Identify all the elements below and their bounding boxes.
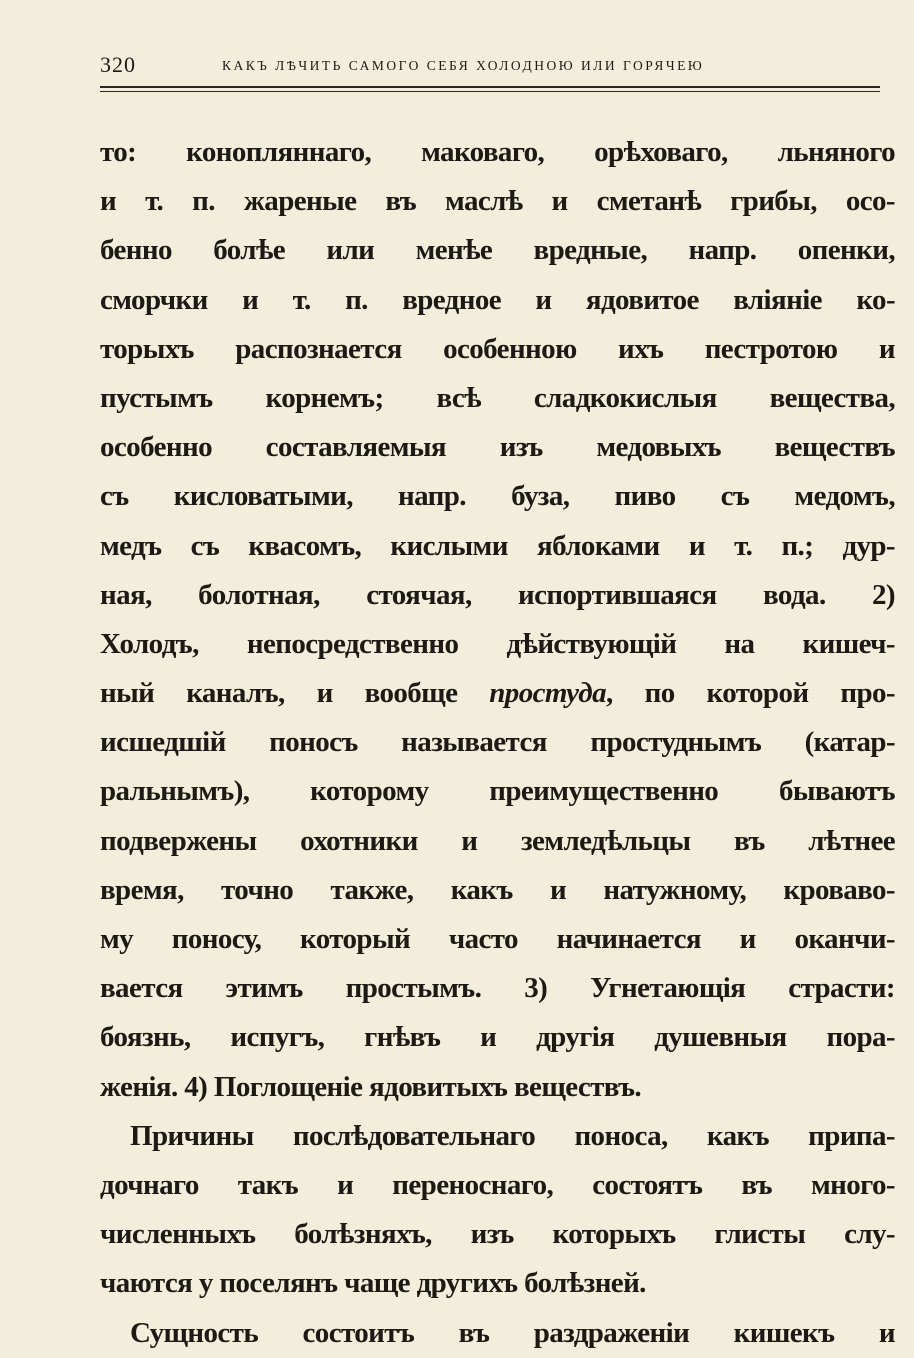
running-title: КАКЪ ЛѢЧИТЬ САМОГО СЕБЯ ХОЛОДНОЮ ИЛИ ГОРЯЧЕЮ [222,58,705,73]
text-line: Холодъ, непосредственно дѣйствующій на кишеч- [100,627,895,660]
emphasized-word: простуда [489,677,606,710]
text-line: время, точно также, какъ и натужному, кроваво- [100,873,895,906]
text-line: ральнымъ), которому преимущественно бываютъ [100,775,895,808]
text-line: особенно составляемыя изъ медовыхъ веществъ [100,431,895,464]
text-line: исшедшій поносъ называется простуднымъ (катар- [100,726,895,759]
text-line: торыхъ распознается особенною ихъ пестротою и [100,332,895,365]
text-line: ная, болотная, стоячая, испортившаяся вода. 2) [100,578,895,611]
text-line: подвержены охотники и земледѣльцы въ лѣтнее [100,824,895,857]
text-segment: ный каналъ, и вообще [100,677,490,710]
header-rule-thin [100,91,880,92]
text-line: и т. п. жареные въ маслѣ и сметанѣ грибы, осо- [100,185,895,218]
page-number: 320 [100,52,136,77]
text-line: медъ съ квасомъ, кислыми яблоками и т. п.; дур- [100,529,895,562]
text-line: Причины послѣдовательнаго поноса, какъ припа- [130,1119,895,1152]
body-text [100,128,895,1358]
text-line: Сущность состоитъ въ раздраженіи кишекъ и [130,1316,895,1349]
text-line: численныхъ болѣзняхъ, изъ которыхъ глисты слу- [100,1218,895,1251]
text-line: съ кисловатыми, напр. буза, пиво съ медомъ, [100,480,895,513]
text-line: пустымъ корнемъ; всѣ сладкокислыя вещества, [100,381,895,414]
text-line: дочнаго такъ и переноснаго, состоятъ въ много- [100,1168,895,1201]
text-line: сморчки и т. п. вредное и ядовитое вліяніе ко- [100,283,895,316]
text-line: чаются у поселянъ чаще другихъ болѣзней. [100,1267,646,1300]
text-line: вается этимъ простымъ. 3) Угнетающія страсти: [100,972,895,1005]
text-line [100,669,895,718]
text-line: бенно болѣе или менѣе вредные, напр. опенки, [100,234,895,267]
text-line: му поносу, который часто начинается и оканчи- [100,923,895,955]
text-line: женія. 4) Поглощеніе ядовитыхъ веществъ. [100,1070,642,1103]
page-header [100,52,885,80]
text-line: боязнь, испугъ, гнѣвъ и другія душевныя пора- [100,1021,895,1054]
text-line: то: конопляннаго, маковаго, орѣховаго, льняного [100,136,895,168]
text-segment: , по которой про- [606,677,895,710]
header-rule [100,86,880,88]
